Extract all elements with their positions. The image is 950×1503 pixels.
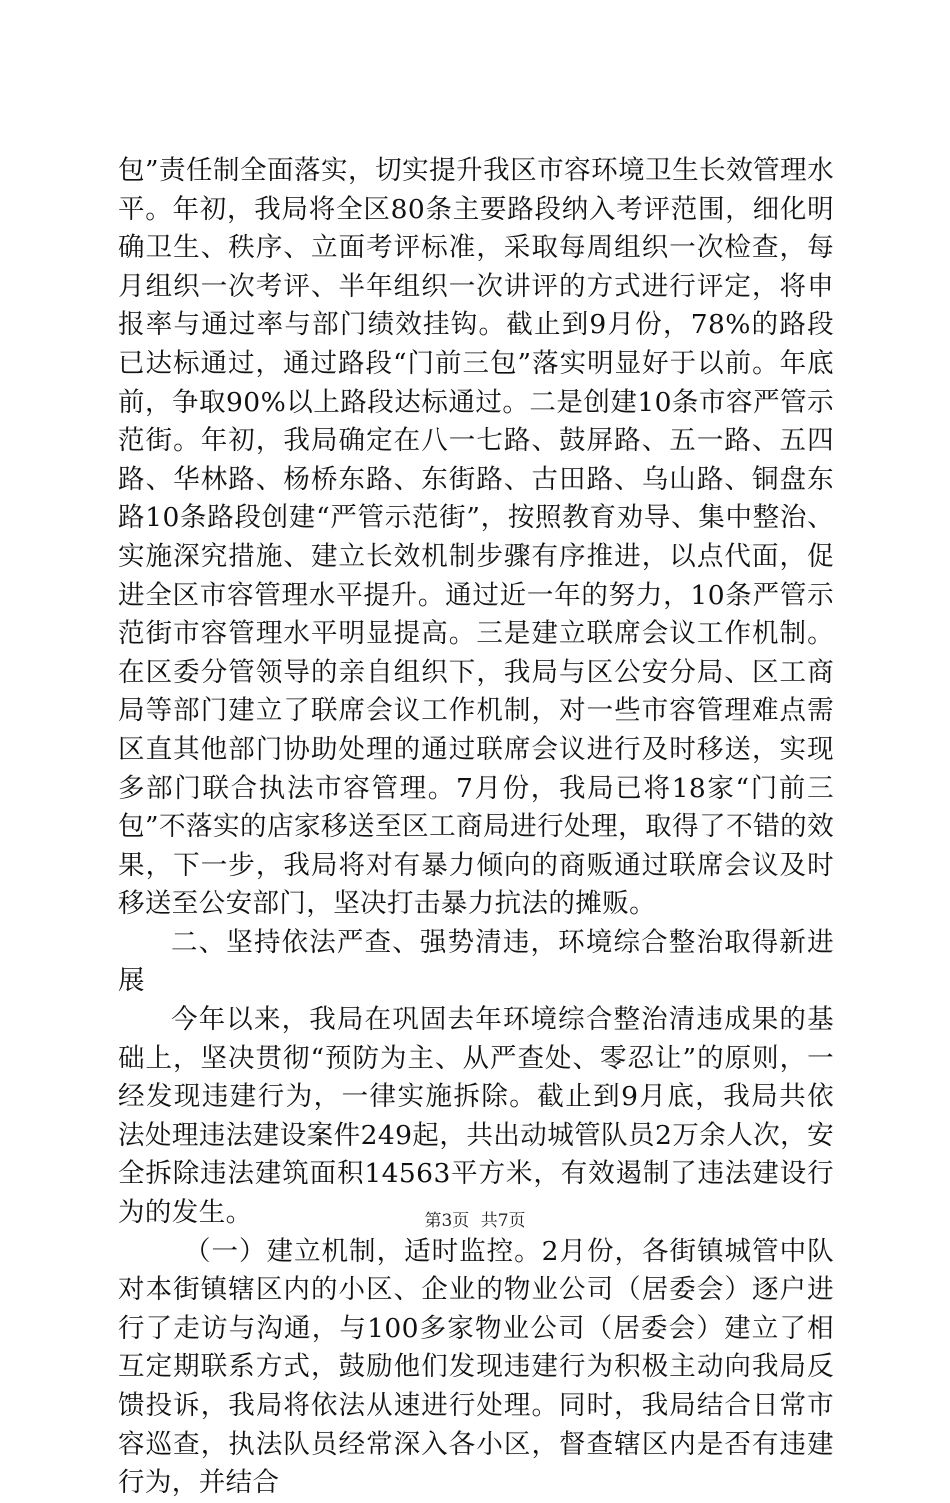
page-total: 共7页 — [480, 1211, 526, 1231]
page-footer — [0, 1210, 950, 1232]
page-number: 第3页 — [424, 1211, 470, 1231]
paragraph-continuation: 包”责任制全面落实，切实提升我区市容环境卫生长效管理水平。年初，我局将全区80条主要路段纳入考评范围，细化明确卫生、秩序、立面考评标准，采取每周组织一次检查，每月组织一次考评、半年组织一次讲评的方式进行评定，将申报率与通过率与部门绩效挂钩。截止到9月份，78%的路段已达标通过，通过路段“门前三包”落实明显好于以前。年底前，争取90%以上路段达标通过。二是创建10条市容严管示范街。年初，我局确定在八一七路、鼓屏路、五一路、五四路、华林路、杨桥东路、东街路、古田路、乌山路、铜盘东路10条路段创建“严管示范街”，按照教育劝导、集中整治、实施深究措施、建立长效机制步骤有序推进，以点代面，促进全区市容管理水平提升。通过近一年的努力，10条严管示范街市容管理水平明显提高。三是建立联席会议工作机制。在区委分管领导的亲自组织下，我局与区公安分局、区工商局等部门建立了联席会议工作机制，对一些市容管理难点需区直其他部门协助处理的通过联席会议进行及时移送，实现多部门联合执法市容管理。7月份，我局已将18家“门前三包”不落实的店家移送至区工商局进行处理，取得了不错的效果，下一步，我局将对有暴力倾向的商贩通过联席会议及时移送至公安部门，坚决打击暴力抗法的摊贩。 — [118, 155, 834, 920]
section-heading: 二、坚持依法严查、强势清违，环境综合整治取得新进展 — [118, 926, 834, 997]
paragraph-section-intro: 今年以来，我局在巩固去年环境综合整治清违成果的基础上，坚决贯彻“预防为主、从严查处、零忍让”的原则，一经发现违建行为，一律实施拆除。截止到9月底，我局共依法处理违法建设案件249起，共出动城管队员2万余人次，安全拆除违法建筑面积14563平方米，有效遏制了违法建设行为的发生。 — [118, 1004, 834, 1229]
paragraph-subsection-1: （一）建立机制，适时监控。2月份，各街镇城管中队对本街镇辖区内的小区、企业的物业公司（居委会）逐户进行了走访与沟通，与100多家物业公司（居委会）建立了相互定期联系方式，鼓励他们发现违建行为积极主动向我局反馈投诉，我局将依法从速进行处理。同时，我局结合日常市容巡查，执法队员经常深入各小区，督查辖区内是否有违建行为，并结合 — [118, 1235, 834, 1499]
document-body — [118, 152, 834, 1503]
